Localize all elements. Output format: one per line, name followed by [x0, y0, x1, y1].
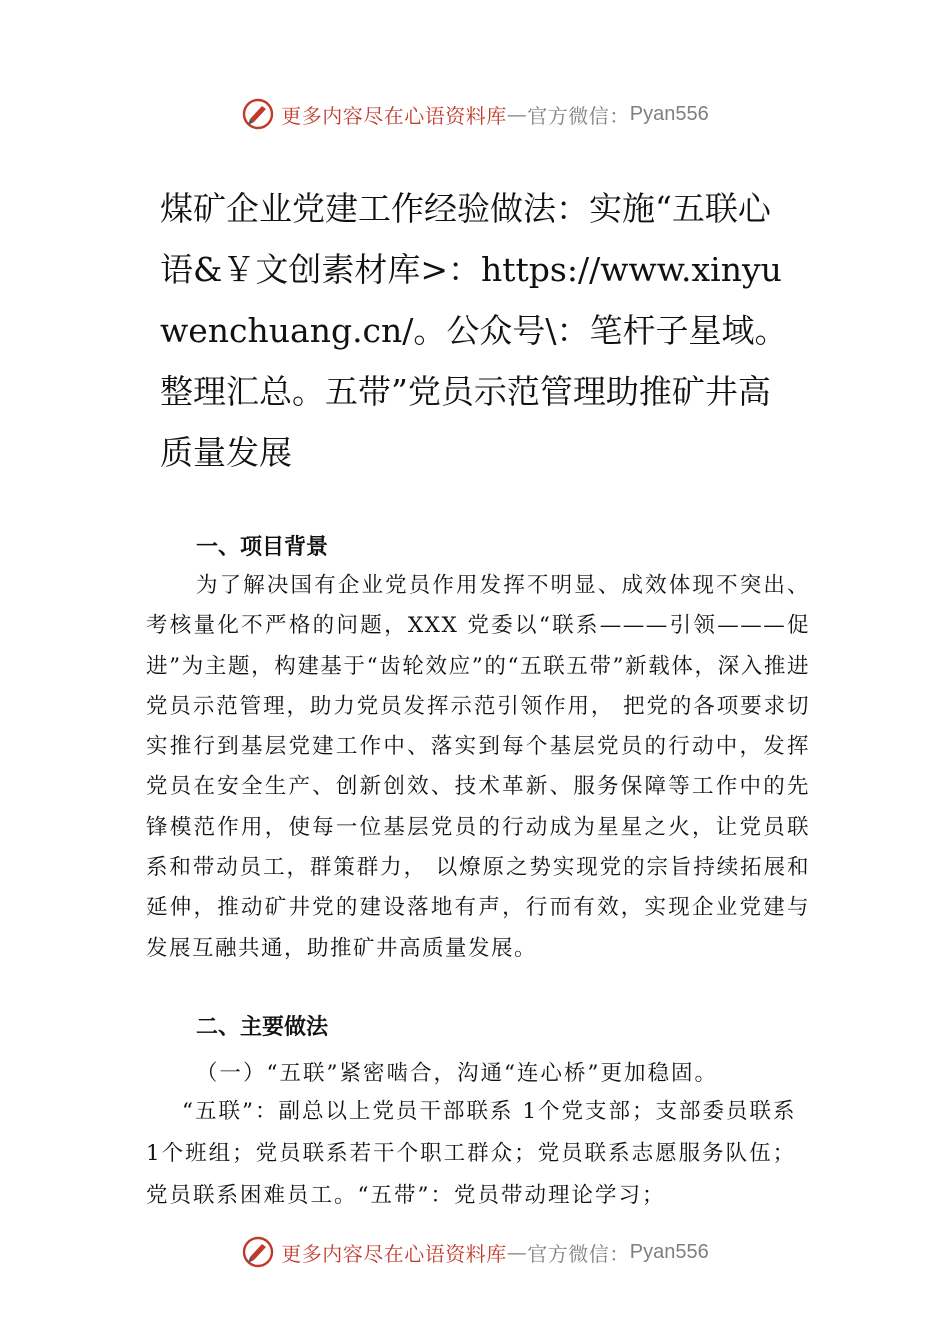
watermark-official-label: 官方微信：: [527, 1241, 630, 1266]
section-heading-methods: 二、主要做法: [196, 1015, 329, 1040]
watermark-separator: —: [506, 1240, 528, 1264]
watermark-separator: —: [506, 102, 528, 126]
watermark-brand: 更多内容尽在心语资料库: [281, 1241, 507, 1266]
watermark-handle: Pyan556: [629, 102, 709, 125]
watermark-banner-top: [0, 94, 950, 134]
document-title: 煤矿企业党建工作经验做法：实施“五联心语&￥文创素材库>：https://www.xinyuwenchuang.cn/。公众号\：笔杆子星域。整理汇总。五带”党员示范管理助推矿井高质量发展: [160, 189, 788, 472]
section-paragraph-background: 为了解决国有企业党员作用发挥不明显、成效体现不突出、考核量化不严格的问题，XXX 党委以“联系———引领———促进”为主题，构建基于“齿轮效应”的“五联五带”新载体，深入推进党员示范管理，助力党员发挥示范引领作用， 把党的各项要求切实推行到基层党建工作中、落实到每个基层党员的行动中，发挥党员在安全生产、创新创效、技术革新、服务保障等工作中的先锋模范作用，使每一位基层党员的行动成为星星之火，让党员联系和带动员工，群策群力， 以燎原之势实现党的宗旨持续拓展和延伸，推动矿井党的建设落地有声，行而有效，实现企业党建与发展互融共通，助推矿井高质量发展。: [146, 573, 810, 961]
section-paragraph-methods: “五联”：副总以上党员干部联系 1个党支部；支部委员联系 1个班组；党员联系若干个职工群众；党员联系志愿服务队伍；党员联系困难员工。“五带”：党员带动理论学习；: [146, 1099, 797, 1208]
pen-heart-logo-icon: [241, 97, 275, 131]
watermark-handle: Pyan556: [629, 1240, 709, 1263]
pen-heart-logo-icon: [241, 1235, 275, 1269]
watermark-banner-bottom: [0, 1232, 950, 1272]
watermark-brand: 更多内容尽在心语资料库: [281, 103, 507, 128]
section-heading-background: 一、项目背景: [196, 535, 329, 560]
watermark-official-label: 官方微信：: [527, 103, 630, 128]
subsection-heading-five-links: （一）“五联”紧密啮合，沟通“连心桥”更加稳固。: [196, 1061, 718, 1086]
